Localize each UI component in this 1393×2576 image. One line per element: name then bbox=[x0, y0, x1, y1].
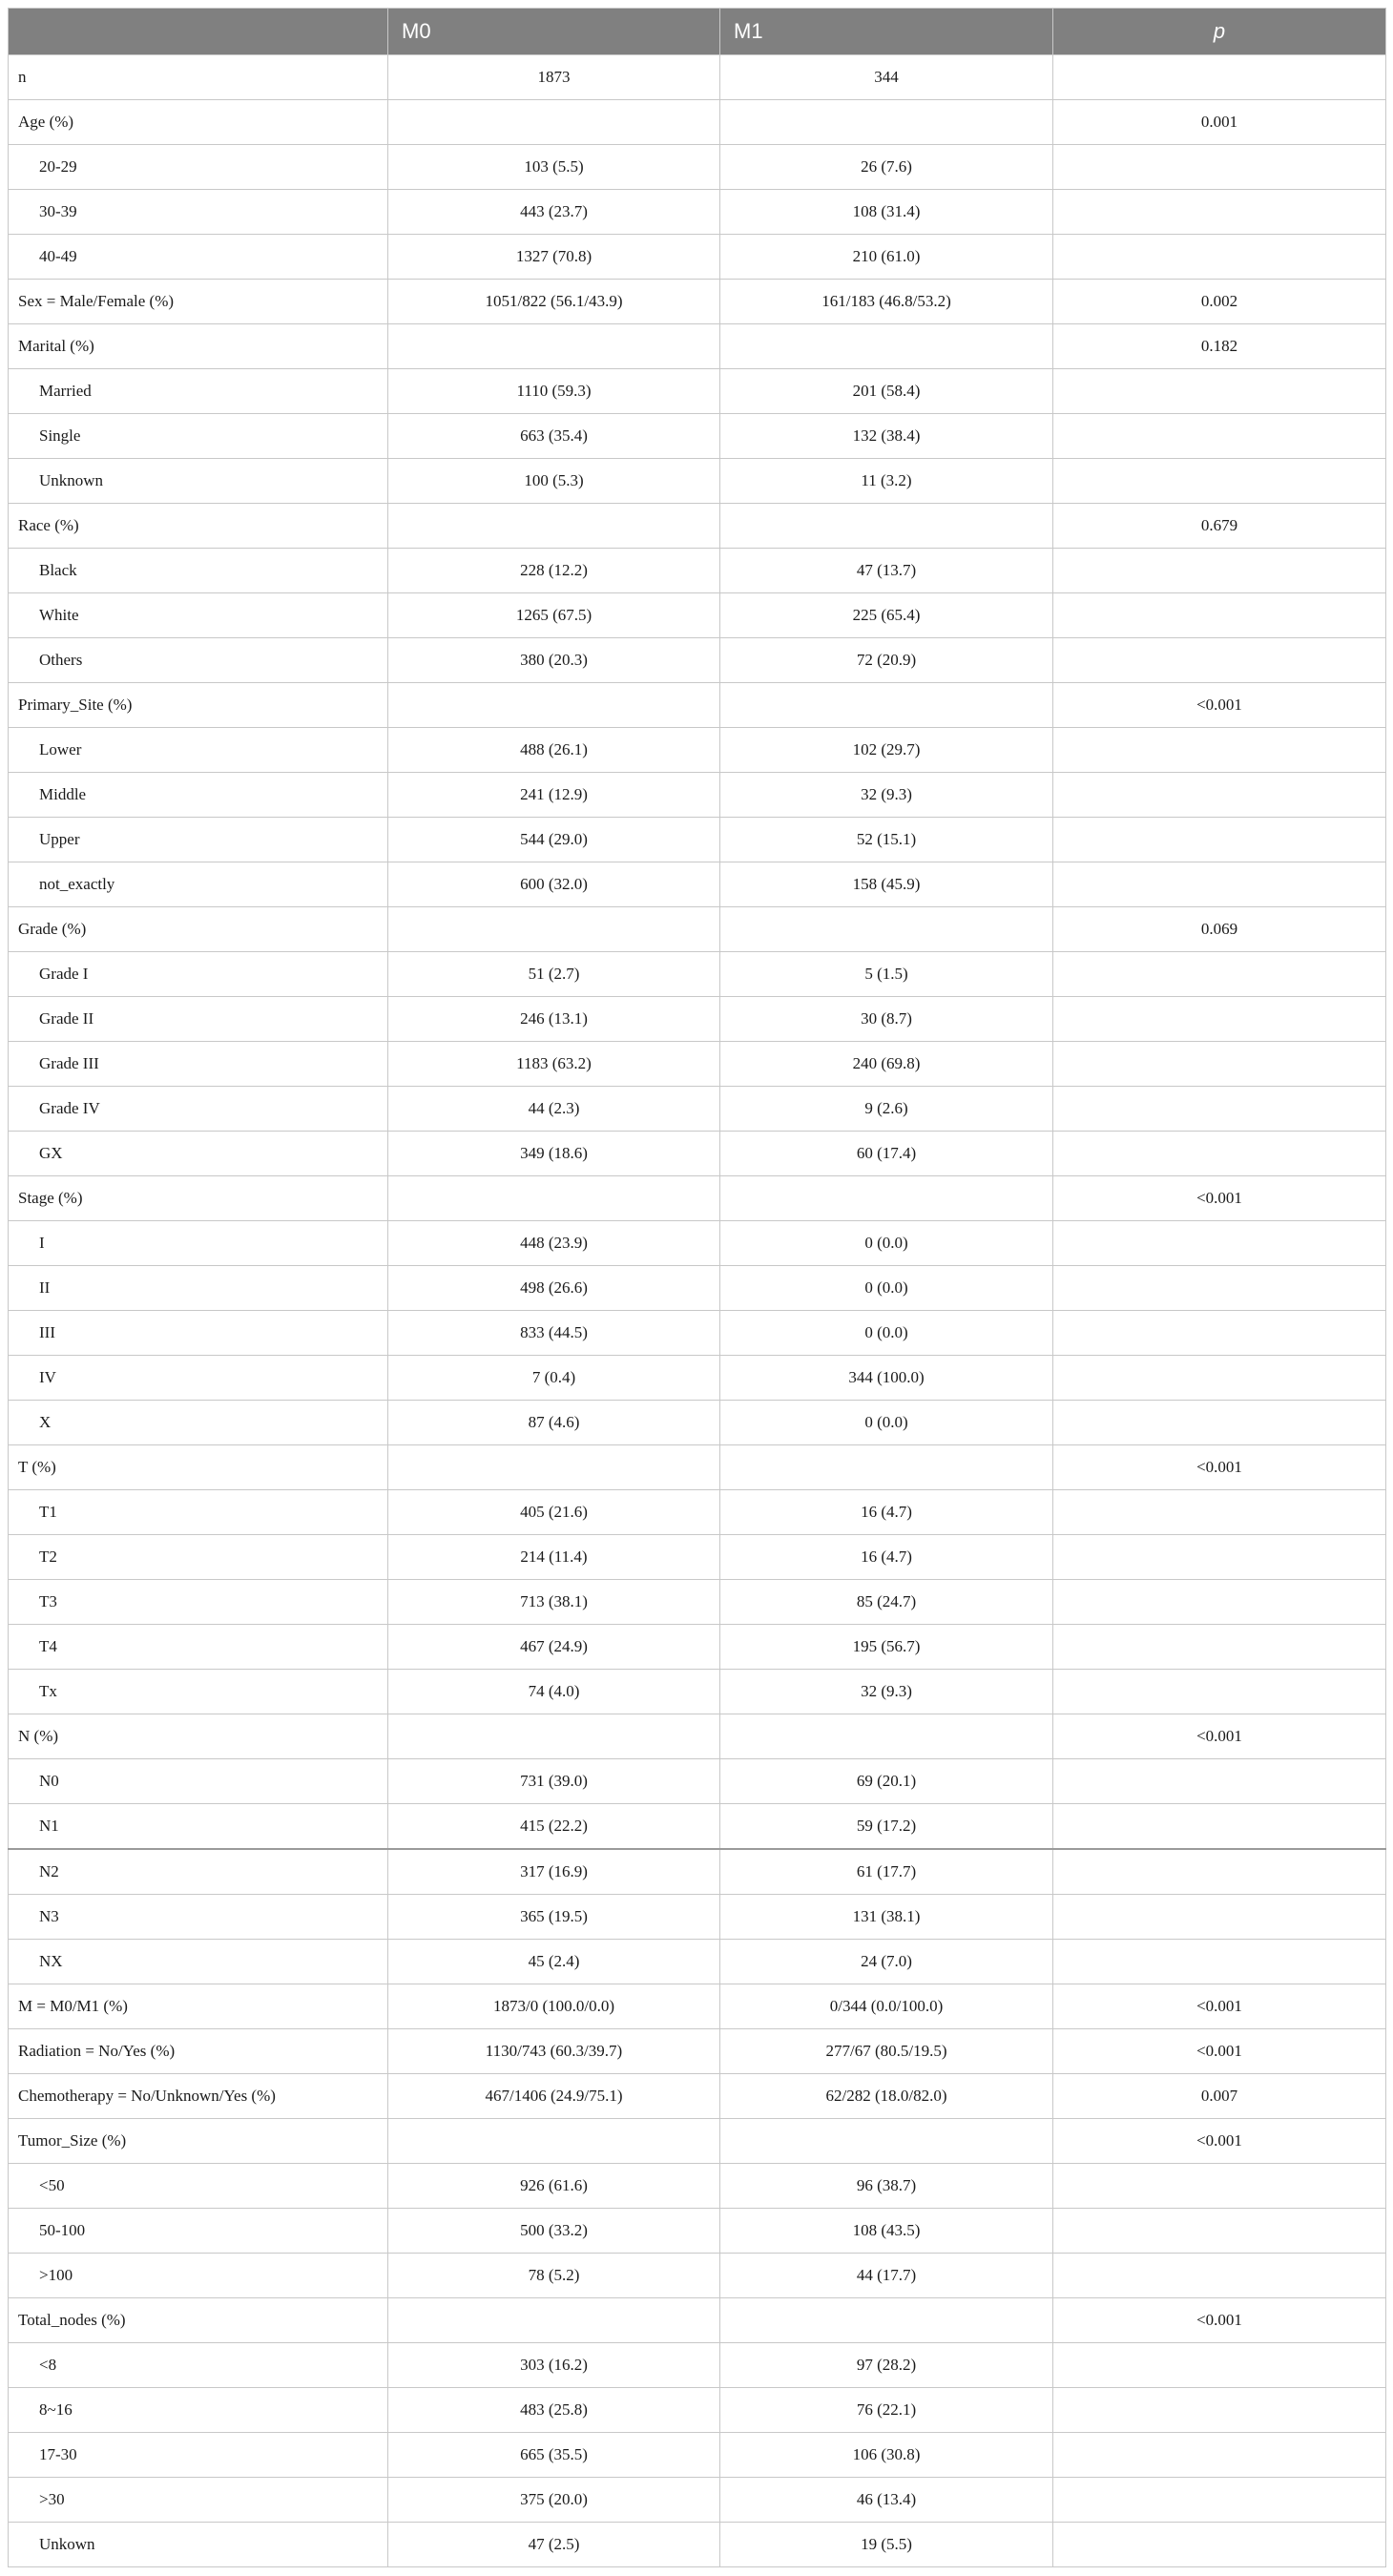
row-label: Age (%) bbox=[9, 100, 388, 145]
p-value bbox=[1053, 1849, 1386, 1895]
header-m0: M0 bbox=[388, 9, 720, 55]
m1-value: 201 (58.4) bbox=[720, 369, 1053, 414]
m0-value: 663 (35.4) bbox=[388, 414, 720, 459]
p-value bbox=[1053, 1311, 1386, 1356]
table-row bbox=[9, 1895, 1386, 1940]
row-label: 17-30 bbox=[9, 2433, 388, 2478]
m0-value: 467 (24.9) bbox=[388, 1625, 720, 1670]
table-row bbox=[9, 2164, 1386, 2209]
p-value bbox=[1053, 55, 1386, 100]
table-row bbox=[9, 1087, 1386, 1132]
p-value: 0.002 bbox=[1053, 280, 1386, 324]
m0-value: 45 (2.4) bbox=[388, 1940, 720, 1984]
table-row bbox=[9, 2478, 1386, 2523]
p-value bbox=[1053, 997, 1386, 1042]
p-value bbox=[1053, 2388, 1386, 2433]
p-value bbox=[1053, 952, 1386, 997]
m1-value: 60 (17.4) bbox=[720, 1132, 1053, 1176]
m1-value bbox=[720, 683, 1053, 728]
header-p-value: p bbox=[1053, 9, 1386, 55]
row-label: Marital (%) bbox=[9, 324, 388, 369]
p-value bbox=[1053, 459, 1386, 504]
table-row bbox=[9, 818, 1386, 862]
m0-value: 303 (16.2) bbox=[388, 2343, 720, 2388]
row-label: X bbox=[9, 1401, 388, 1445]
m1-value bbox=[720, 907, 1053, 952]
m0-value: 488 (26.1) bbox=[388, 728, 720, 773]
p-value bbox=[1053, 2433, 1386, 2478]
m0-value: 246 (13.1) bbox=[388, 997, 720, 1042]
m1-value: 108 (31.4) bbox=[720, 190, 1053, 235]
m0-value: 1130/743 (60.3/39.7) bbox=[388, 2029, 720, 2074]
m0-value: 415 (22.2) bbox=[388, 1804, 720, 1850]
row-label: M = M0/M1 (%) bbox=[9, 1984, 388, 2029]
m1-value: 0 (0.0) bbox=[720, 1221, 1053, 1266]
row-label: Upper bbox=[9, 818, 388, 862]
row-label: I bbox=[9, 1221, 388, 1266]
row-label: T3 bbox=[9, 1580, 388, 1625]
m1-value: 131 (38.1) bbox=[720, 1895, 1053, 1940]
m1-value: 5 (1.5) bbox=[720, 952, 1053, 997]
row-label: Race (%) bbox=[9, 504, 388, 549]
row-label: <8 bbox=[9, 2343, 388, 2388]
row-label: 30-39 bbox=[9, 190, 388, 235]
m0-value: 7 (0.4) bbox=[388, 1356, 720, 1401]
m0-value bbox=[388, 2119, 720, 2164]
m1-value: 0 (0.0) bbox=[720, 1266, 1053, 1311]
m1-value: 0/344 (0.0/100.0) bbox=[720, 1984, 1053, 2029]
table-row bbox=[9, 1940, 1386, 1984]
m0-value: 600 (32.0) bbox=[388, 862, 720, 907]
m0-value: 78 (5.2) bbox=[388, 2254, 720, 2298]
table-row bbox=[9, 1221, 1386, 1266]
p-value bbox=[1053, 2523, 1386, 2567]
m1-value: 344 (100.0) bbox=[720, 1356, 1053, 1401]
m1-value bbox=[720, 1445, 1053, 1490]
table-row bbox=[9, 2029, 1386, 2074]
row-label: Tx bbox=[9, 1670, 388, 1714]
m1-value: 277/67 (80.5/19.5) bbox=[720, 2029, 1053, 2074]
table-row bbox=[9, 952, 1386, 997]
m0-value: 443 (23.7) bbox=[388, 190, 720, 235]
m0-value: 1265 (67.5) bbox=[388, 593, 720, 638]
p-value: <0.001 bbox=[1053, 1176, 1386, 1221]
m1-value: 0 (0.0) bbox=[720, 1401, 1053, 1445]
p-value bbox=[1053, 1535, 1386, 1580]
m0-value bbox=[388, 504, 720, 549]
table-row bbox=[9, 1490, 1386, 1535]
row-label: Grade I bbox=[9, 952, 388, 997]
table-row bbox=[9, 2119, 1386, 2164]
table-row bbox=[9, 1132, 1386, 1176]
row-label: N2 bbox=[9, 1849, 388, 1895]
table-row bbox=[9, 728, 1386, 773]
table-row bbox=[9, 1311, 1386, 1356]
p-value bbox=[1053, 862, 1386, 907]
row-label: 20-29 bbox=[9, 145, 388, 190]
p-value: 0.007 bbox=[1053, 2074, 1386, 2119]
p-value bbox=[1053, 235, 1386, 280]
header-m1: M1 bbox=[720, 9, 1053, 55]
m1-value: 26 (7.6) bbox=[720, 145, 1053, 190]
row-label: Grade (%) bbox=[9, 907, 388, 952]
m0-value: 833 (44.5) bbox=[388, 1311, 720, 1356]
table-row bbox=[9, 369, 1386, 414]
row-label: Grade II bbox=[9, 997, 388, 1042]
row-label: Tumor_Size (%) bbox=[9, 2119, 388, 2164]
p-value bbox=[1053, 2209, 1386, 2254]
m1-value: 108 (43.5) bbox=[720, 2209, 1053, 2254]
p-value: <0.001 bbox=[1053, 1714, 1386, 1759]
m0-value bbox=[388, 100, 720, 145]
m1-value: 0 (0.0) bbox=[720, 1311, 1053, 1356]
m1-value: 240 (69.8) bbox=[720, 1042, 1053, 1087]
row-label: Radiation = No/Yes (%) bbox=[9, 2029, 388, 2074]
m1-value: 16 (4.7) bbox=[720, 1490, 1053, 1535]
p-value bbox=[1053, 1670, 1386, 1714]
row-label: Unknown bbox=[9, 459, 388, 504]
table-row bbox=[9, 145, 1386, 190]
m1-value: 47 (13.7) bbox=[720, 549, 1053, 593]
m0-value: 731 (39.0) bbox=[388, 1759, 720, 1804]
table-body bbox=[9, 55, 1386, 2567]
m0-value: 448 (23.9) bbox=[388, 1221, 720, 1266]
m0-value: 713 (38.1) bbox=[388, 1580, 720, 1625]
m0-value: 103 (5.5) bbox=[388, 145, 720, 190]
p-value bbox=[1053, 369, 1386, 414]
m1-value: 32 (9.3) bbox=[720, 1670, 1053, 1714]
m1-value bbox=[720, 100, 1053, 145]
p-value bbox=[1053, 1042, 1386, 1087]
m1-value: 59 (17.2) bbox=[720, 1804, 1053, 1850]
m0-value: 1183 (63.2) bbox=[388, 1042, 720, 1087]
p-value: 0.001 bbox=[1053, 100, 1386, 145]
table-row bbox=[9, 1535, 1386, 1580]
m0-value: 47 (2.5) bbox=[388, 2523, 720, 2567]
row-label: Sex = Male/Female (%) bbox=[9, 280, 388, 324]
m0-value bbox=[388, 1445, 720, 1490]
table-row bbox=[9, 1984, 1386, 2029]
m1-value: 61 (17.7) bbox=[720, 1849, 1053, 1895]
p-value bbox=[1053, 549, 1386, 593]
m1-value: 195 (56.7) bbox=[720, 1625, 1053, 1670]
m0-value: 1327 (70.8) bbox=[388, 235, 720, 280]
p-value bbox=[1053, 728, 1386, 773]
row-label: Single bbox=[9, 414, 388, 459]
table-row bbox=[9, 593, 1386, 638]
p-value: <0.001 bbox=[1053, 1445, 1386, 1490]
row-label: N0 bbox=[9, 1759, 388, 1804]
table-row bbox=[9, 1356, 1386, 1401]
row-label: Chemotherapy = No/Unknown/Yes (%) bbox=[9, 2074, 388, 2119]
row-label: Unkown bbox=[9, 2523, 388, 2567]
p-value: <0.001 bbox=[1053, 1984, 1386, 2029]
m0-value: 349 (18.6) bbox=[388, 1132, 720, 1176]
table-row bbox=[9, 1714, 1386, 1759]
row-label: <50 bbox=[9, 2164, 388, 2209]
table-row bbox=[9, 683, 1386, 728]
m1-value: 30 (8.7) bbox=[720, 997, 1053, 1042]
m0-value: 498 (26.6) bbox=[388, 1266, 720, 1311]
m1-value bbox=[720, 2298, 1053, 2343]
m1-value: 158 (45.9) bbox=[720, 862, 1053, 907]
m0-value: 375 (20.0) bbox=[388, 2478, 720, 2523]
row-label: II bbox=[9, 1266, 388, 1311]
table-row bbox=[9, 1266, 1386, 1311]
p-value bbox=[1053, 1580, 1386, 1625]
table-row bbox=[9, 2343, 1386, 2388]
table-row bbox=[9, 235, 1386, 280]
table-row bbox=[9, 2254, 1386, 2298]
m0-value: 380 (20.3) bbox=[388, 638, 720, 683]
m1-value: 96 (38.7) bbox=[720, 2164, 1053, 2209]
table-row bbox=[9, 2523, 1386, 2567]
p-value: 0.182 bbox=[1053, 324, 1386, 369]
p-value: <0.001 bbox=[1053, 2029, 1386, 2074]
m1-value: 161/183 (46.8/53.2) bbox=[720, 280, 1053, 324]
m1-value: 52 (15.1) bbox=[720, 818, 1053, 862]
p-value bbox=[1053, 1759, 1386, 1804]
p-value bbox=[1053, 1490, 1386, 1535]
row-label: Primary_Site (%) bbox=[9, 683, 388, 728]
m0-value: 1051/822 (56.1/43.9) bbox=[388, 280, 720, 324]
m1-value bbox=[720, 324, 1053, 369]
row-label: 8~16 bbox=[9, 2388, 388, 2433]
p-value bbox=[1053, 1895, 1386, 1940]
table-row bbox=[9, 1176, 1386, 1221]
table-row bbox=[9, 1804, 1386, 1850]
row-label: >30 bbox=[9, 2478, 388, 2523]
m1-value: 16 (4.7) bbox=[720, 1535, 1053, 1580]
header-row bbox=[9, 9, 1386, 55]
header-variable bbox=[9, 9, 388, 55]
m1-value: 97 (28.2) bbox=[720, 2343, 1053, 2388]
p-value bbox=[1053, 818, 1386, 862]
m1-value: 69 (20.1) bbox=[720, 1759, 1053, 1804]
table-row bbox=[9, 907, 1386, 952]
table-header bbox=[9, 9, 1386, 55]
p-value: <0.001 bbox=[1053, 2119, 1386, 2164]
m0-value: 214 (11.4) bbox=[388, 1535, 720, 1580]
p-value bbox=[1053, 2478, 1386, 2523]
row-label: T4 bbox=[9, 1625, 388, 1670]
m0-value: 1873/0 (100.0/0.0) bbox=[388, 1984, 720, 2029]
row-label: n bbox=[9, 55, 388, 100]
table-row bbox=[9, 1625, 1386, 1670]
p-value bbox=[1053, 2343, 1386, 2388]
p-value bbox=[1053, 1221, 1386, 1266]
m1-value: 344 bbox=[720, 55, 1053, 100]
baseline-characteristics-table bbox=[8, 8, 1386, 2567]
p-value bbox=[1053, 1401, 1386, 1445]
table-row bbox=[9, 280, 1386, 324]
m0-value bbox=[388, 1714, 720, 1759]
row-label: not_exactly bbox=[9, 862, 388, 907]
p-value bbox=[1053, 145, 1386, 190]
table-row bbox=[9, 549, 1386, 593]
m0-value: 1110 (59.3) bbox=[388, 369, 720, 414]
row-label: Black bbox=[9, 549, 388, 593]
m0-value: 51 (2.7) bbox=[388, 952, 720, 997]
p-value: <0.001 bbox=[1053, 2298, 1386, 2343]
m1-value: 44 (17.7) bbox=[720, 2254, 1053, 2298]
m1-value: 24 (7.0) bbox=[720, 1940, 1053, 1984]
p-value bbox=[1053, 1087, 1386, 1132]
m1-value: 225 (65.4) bbox=[720, 593, 1053, 638]
table-row bbox=[9, 1849, 1386, 1895]
table-row bbox=[9, 459, 1386, 504]
p-value bbox=[1053, 593, 1386, 638]
m1-value: 11 (3.2) bbox=[720, 459, 1053, 504]
p-value: <0.001 bbox=[1053, 683, 1386, 728]
m1-value: 132 (38.4) bbox=[720, 414, 1053, 459]
table-row bbox=[9, 55, 1386, 100]
row-label: Lower bbox=[9, 728, 388, 773]
row-label: IV bbox=[9, 1356, 388, 1401]
table-row bbox=[9, 773, 1386, 818]
row-label: Grade III bbox=[9, 1042, 388, 1087]
table-row bbox=[9, 414, 1386, 459]
m1-value: 19 (5.5) bbox=[720, 2523, 1053, 2567]
row-label: 50-100 bbox=[9, 2209, 388, 2254]
row-label: T1 bbox=[9, 1490, 388, 1535]
m0-value: 241 (12.9) bbox=[388, 773, 720, 818]
row-label: N (%) bbox=[9, 1714, 388, 1759]
row-label: Stage (%) bbox=[9, 1176, 388, 1221]
row-label: 40-49 bbox=[9, 235, 388, 280]
m1-value: 85 (24.7) bbox=[720, 1580, 1053, 1625]
m0-value: 1873 bbox=[388, 55, 720, 100]
m0-value: 87 (4.6) bbox=[388, 1401, 720, 1445]
table-row bbox=[9, 100, 1386, 145]
m0-value: 228 (12.2) bbox=[388, 549, 720, 593]
m0-value bbox=[388, 324, 720, 369]
table-row bbox=[9, 1759, 1386, 1804]
p-value bbox=[1053, 190, 1386, 235]
m1-value: 62/282 (18.0/82.0) bbox=[720, 2074, 1053, 2119]
row-label: N1 bbox=[9, 1804, 388, 1850]
table-row bbox=[9, 1042, 1386, 1087]
p-value bbox=[1053, 1356, 1386, 1401]
row-label: >100 bbox=[9, 2254, 388, 2298]
m0-value: 317 (16.9) bbox=[388, 1849, 720, 1895]
row-label: White bbox=[9, 593, 388, 638]
row-label: T (%) bbox=[9, 1445, 388, 1490]
m0-value: 365 (19.5) bbox=[388, 1895, 720, 1940]
m1-value bbox=[720, 1176, 1053, 1221]
p-value bbox=[1053, 638, 1386, 683]
row-label: GX bbox=[9, 1132, 388, 1176]
row-label: NX bbox=[9, 1940, 388, 1984]
m1-value: 9 (2.6) bbox=[720, 1087, 1053, 1132]
p-value bbox=[1053, 1940, 1386, 1984]
m0-value bbox=[388, 907, 720, 952]
p-value: 0.679 bbox=[1053, 504, 1386, 549]
m1-value: 210 (61.0) bbox=[720, 235, 1053, 280]
m0-value: 100 (5.3) bbox=[388, 459, 720, 504]
m1-value: 106 (30.8) bbox=[720, 2433, 1053, 2478]
m1-value: 46 (13.4) bbox=[720, 2478, 1053, 2523]
m0-value bbox=[388, 683, 720, 728]
row-label: III bbox=[9, 1311, 388, 1356]
p-value bbox=[1053, 1132, 1386, 1176]
m1-value bbox=[720, 1714, 1053, 1759]
table-row bbox=[9, 997, 1386, 1042]
row-label: Total_nodes (%) bbox=[9, 2298, 388, 2343]
m1-value bbox=[720, 504, 1053, 549]
m0-value: 544 (29.0) bbox=[388, 818, 720, 862]
m1-value: 72 (20.9) bbox=[720, 638, 1053, 683]
row-label: Others bbox=[9, 638, 388, 683]
m0-value: 467/1406 (24.9/75.1) bbox=[388, 2074, 720, 2119]
m0-value: 500 (33.2) bbox=[388, 2209, 720, 2254]
table-row bbox=[9, 1445, 1386, 1490]
table-row bbox=[9, 2074, 1386, 2119]
row-label: Married bbox=[9, 369, 388, 414]
m1-value: 32 (9.3) bbox=[720, 773, 1053, 818]
p-value bbox=[1053, 2254, 1386, 2298]
table-row bbox=[9, 2209, 1386, 2254]
p-value bbox=[1053, 1625, 1386, 1670]
table-row bbox=[9, 1580, 1386, 1625]
p-value: 0.069 bbox=[1053, 907, 1386, 952]
row-label: Grade IV bbox=[9, 1087, 388, 1132]
m0-value bbox=[388, 1176, 720, 1221]
m1-value bbox=[720, 2119, 1053, 2164]
m0-value bbox=[388, 2298, 720, 2343]
p-value bbox=[1053, 2164, 1386, 2209]
table-row bbox=[9, 1401, 1386, 1445]
row-label: Middle bbox=[9, 773, 388, 818]
m0-value: 665 (35.5) bbox=[388, 2433, 720, 2478]
table-row bbox=[9, 2298, 1386, 2343]
row-label: N3 bbox=[9, 1895, 388, 1940]
m0-value: 405 (21.6) bbox=[388, 1490, 720, 1535]
p-value bbox=[1053, 773, 1386, 818]
table-row bbox=[9, 2433, 1386, 2478]
m1-value: 102 (29.7) bbox=[720, 728, 1053, 773]
table-row bbox=[9, 1670, 1386, 1714]
table-container bbox=[8, 8, 1385, 2567]
table-row bbox=[9, 504, 1386, 549]
row-label: T2 bbox=[9, 1535, 388, 1580]
m0-value: 483 (25.8) bbox=[388, 2388, 720, 2433]
m1-value: 76 (22.1) bbox=[720, 2388, 1053, 2433]
p-value bbox=[1053, 1266, 1386, 1311]
p-value bbox=[1053, 414, 1386, 459]
table-row bbox=[9, 2388, 1386, 2433]
m0-value: 44 (2.3) bbox=[388, 1087, 720, 1132]
table-row bbox=[9, 190, 1386, 235]
table-row bbox=[9, 862, 1386, 907]
m0-value: 926 (61.6) bbox=[388, 2164, 720, 2209]
table-row bbox=[9, 638, 1386, 683]
table-row bbox=[9, 324, 1386, 369]
p-value bbox=[1053, 1804, 1386, 1850]
m0-value: 74 (4.0) bbox=[388, 1670, 720, 1714]
